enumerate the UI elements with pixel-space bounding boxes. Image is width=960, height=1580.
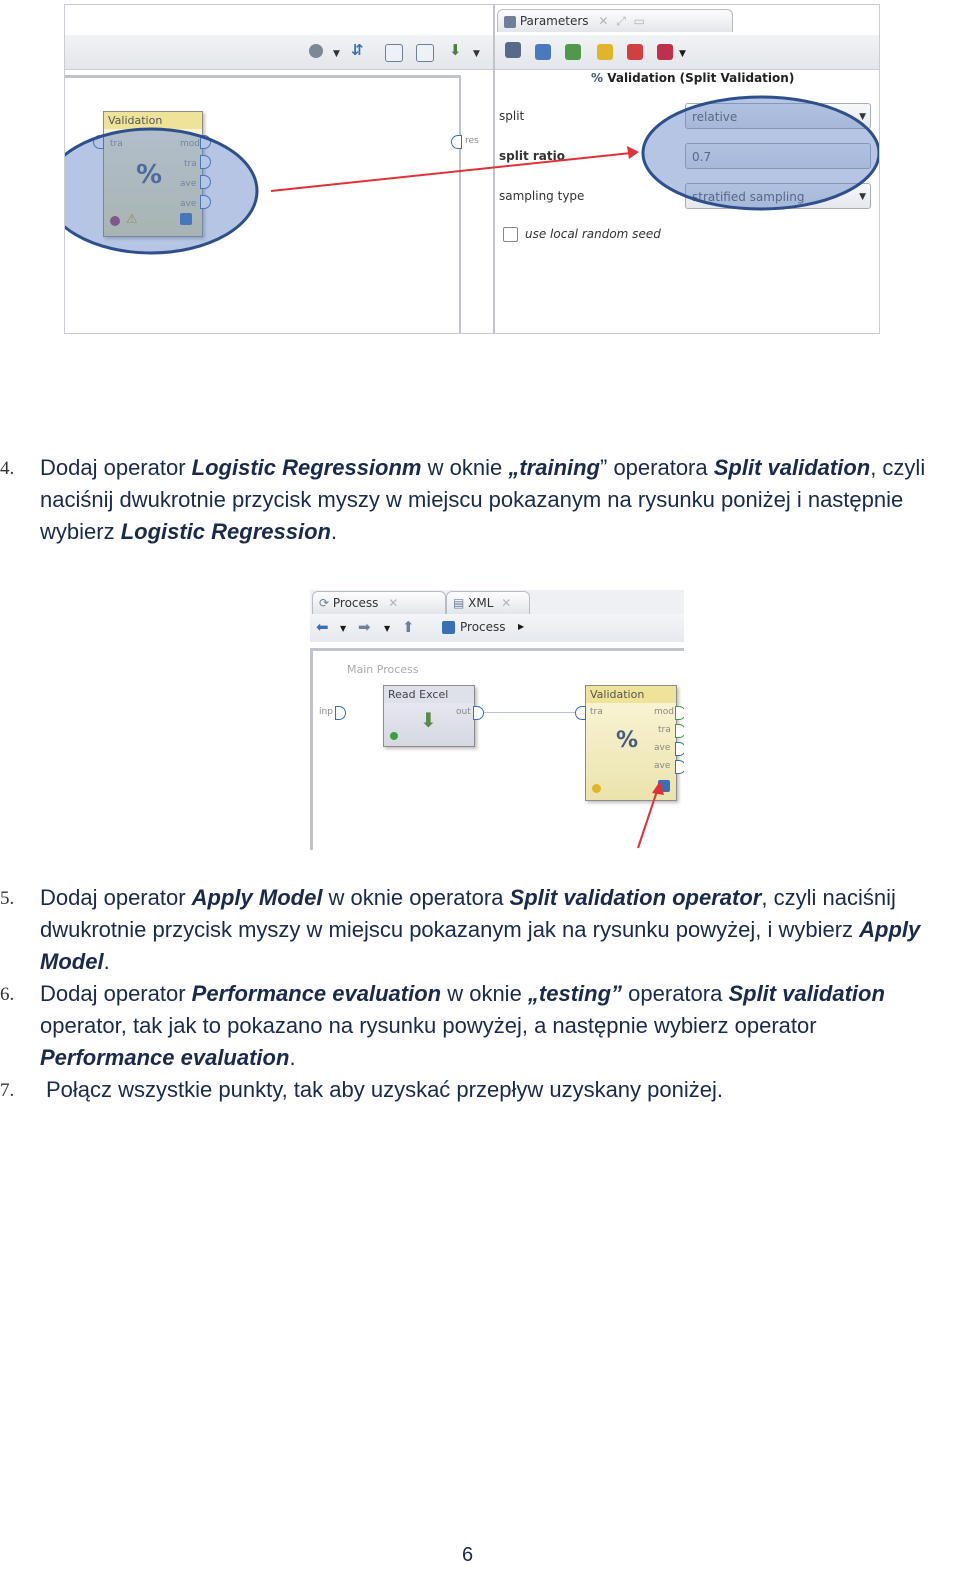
step-number: 6.	[0, 984, 15, 1005]
parameters-tab-label: Parameters	[519, 14, 589, 28]
step-7-text: Połącz wszystkie punkty, tak aby uzyskać przepływ uzyskany poniżej.	[46, 1077, 723, 1102]
navigation-bar	[310, 614, 684, 642]
bold-term: Apply Model	[191, 885, 323, 910]
text-run: .	[330, 519, 338, 544]
split-dropdown-value: relative	[692, 110, 738, 124]
text-run: , czyli naciśnij dwukrotnie przycisk myszy w miejscu pokazanym na rysunku poniżej i następnie wybierz	[40, 455, 926, 544]
bold-term: Split validation	[713, 455, 871, 480]
port-label-ave: ave	[654, 761, 671, 771]
pointer-arrowhead	[652, 781, 664, 795]
figure-split-validation-params	[64, 4, 880, 334]
close-icon[interactable]: ✕	[598, 14, 609, 28]
highlight-ellipse-operator	[65, 129, 257, 253]
step-number: 7.	[0, 1080, 15, 1101]
text-run: .	[289, 1045, 296, 1070]
bold-term: Logistic Regressionm	[191, 455, 422, 480]
param-label-split: split	[499, 109, 525, 123]
port-label-mod: mod	[180, 139, 200, 149]
text-run: w oknie operatora	[322, 885, 510, 910]
random-seed-label: use local random seed	[525, 227, 661, 241]
sampling-type-value: stratified sampling	[692, 190, 805, 204]
bold-term: Performance evaluation	[191, 981, 442, 1006]
step-number: 5.	[0, 888, 15, 909]
tab-xml[interactable]	[446, 591, 530, 614]
page-number: 6	[461, 1544, 474, 1566]
canvas-label: Main Process	[347, 663, 419, 676]
dropdown-arrow-icon[interactable]: ▼	[679, 49, 686, 59]
dropdown-arrow-icon[interactable]: ▼	[384, 624, 391, 633]
port-label-ave: ave	[180, 199, 197, 209]
inp-label: inp	[319, 707, 333, 717]
highlight-ellipse-params	[643, 97, 879, 209]
port-label-tra: tra	[590, 707, 603, 717]
pointer-arrowhead	[627, 146, 639, 159]
process-tab-icon: ⟳	[319, 596, 330, 610]
bold-term: „testing”	[527, 981, 623, 1006]
xml-tab-icon: ▤	[453, 596, 465, 610]
close-icon[interactable]: ✕	[388, 596, 399, 610]
port-label-tra: tra	[184, 159, 197, 169]
operator-title: Validation	[104, 112, 202, 129]
dropdown-arrow-icon[interactable]: ▼	[340, 624, 347, 633]
text-run: Dodaj operator	[40, 981, 192, 1006]
excel-import-icon: ⬇	[420, 708, 437, 732]
text-run: Dodaj operator	[40, 885, 192, 910]
breadcrumb-process[interactable]: Process	[460, 620, 506, 634]
pointer-arrow-line	[638, 788, 658, 848]
param-label-split-ratio: split ratio	[499, 149, 565, 163]
step-5-text	[40, 882, 955, 978]
pointer-arrow-line	[271, 153, 631, 191]
process-tab-label: Process	[332, 596, 379, 610]
bold-term: „training	[508, 455, 600, 480]
pointer-arrow	[310, 648, 684, 850]
port-label-mod: mod	[654, 707, 674, 717]
main-process-canvas[interactable]	[310, 648, 684, 850]
bold-term: Logistic Regression	[120, 519, 331, 544]
minimize-icon[interactable]: ▭	[633, 14, 646, 28]
text-run: .	[103, 949, 110, 974]
res-port-label: res	[465, 136, 479, 146]
percent-validation-icon: %	[136, 160, 163, 190]
operator-header-label: Validation (Split Validation)	[607, 71, 795, 85]
maximize-icon[interactable]: ⤢	[616, 14, 626, 28]
warning-icon: ⚠	[126, 212, 138, 227]
text-run: operator, tak jak to pokazano na rysunku powyżej, a następnie wybierz operator	[40, 1013, 817, 1038]
up-arrow-icon[interactable]: ⬆	[402, 618, 415, 636]
step-6-text	[40, 978, 955, 1074]
text-run: operatora	[622, 981, 729, 1006]
close-icon[interactable]: ✕	[501, 596, 512, 610]
text-run: ” operatora	[600, 455, 714, 480]
print-icon[interactable]: ⬇	[449, 41, 462, 59]
bold-term: Split validation	[728, 981, 885, 1006]
percent-validation-icon: %	[616, 728, 639, 753]
sort-icon[interactable]: ⇵	[351, 41, 364, 59]
read-excel-title: Read Excel	[384, 686, 474, 703]
bold-term: Performance evaluation	[40, 1045, 290, 1070]
validation-title: Validation	[586, 686, 676, 703]
xml-tab-label: XML	[468, 596, 494, 610]
chevron-down-icon: ▼	[859, 112, 866, 122]
text-run: , czyli naciśnij dwukrotnie przycisk myszy w miejscu pokazanym jak na rysunku powyżej, i wybierz	[40, 885, 896, 942]
port-label-ave: ave	[180, 179, 197, 189]
process-breadcrumb-icon	[442, 621, 455, 634]
chevron-right-icon: ▶	[518, 622, 525, 631]
text-run: Dodaj operator	[40, 455, 192, 480]
back-arrow-icon[interactable]: ⬅	[316, 618, 329, 636]
dropdown-arrow-icon[interactable]: ▼	[473, 49, 480, 59]
step-number: 4.	[0, 458, 15, 479]
tab-process[interactable]	[312, 591, 446, 614]
percent-small-icon: %	[591, 71, 604, 85]
figure-process-canvas	[310, 590, 684, 850]
chevron-down-icon: ▼	[859, 192, 866, 202]
param-label-sampling-type: sampling type	[499, 189, 585, 203]
out-port-label: out	[456, 707, 471, 717]
port-label-ave: ave	[654, 743, 671, 753]
split-ratio-value: 0.7	[692, 150, 712, 164]
forward-arrow-icon[interactable]: ➡	[358, 618, 371, 636]
step-4-text	[40, 452, 955, 548]
text-run: w oknie	[441, 981, 528, 1006]
dropdown-arrow-icon[interactable]: ▼	[333, 49, 340, 59]
highlight-overlay	[65, 5, 879, 333]
port-label-tra: tra	[658, 725, 671, 735]
bold-term: Apply Model	[40, 917, 921, 974]
port-label-tra: tra	[110, 139, 123, 149]
bold-term: Split validation operator	[509, 885, 762, 910]
text-run: w oknie	[421, 455, 509, 480]
